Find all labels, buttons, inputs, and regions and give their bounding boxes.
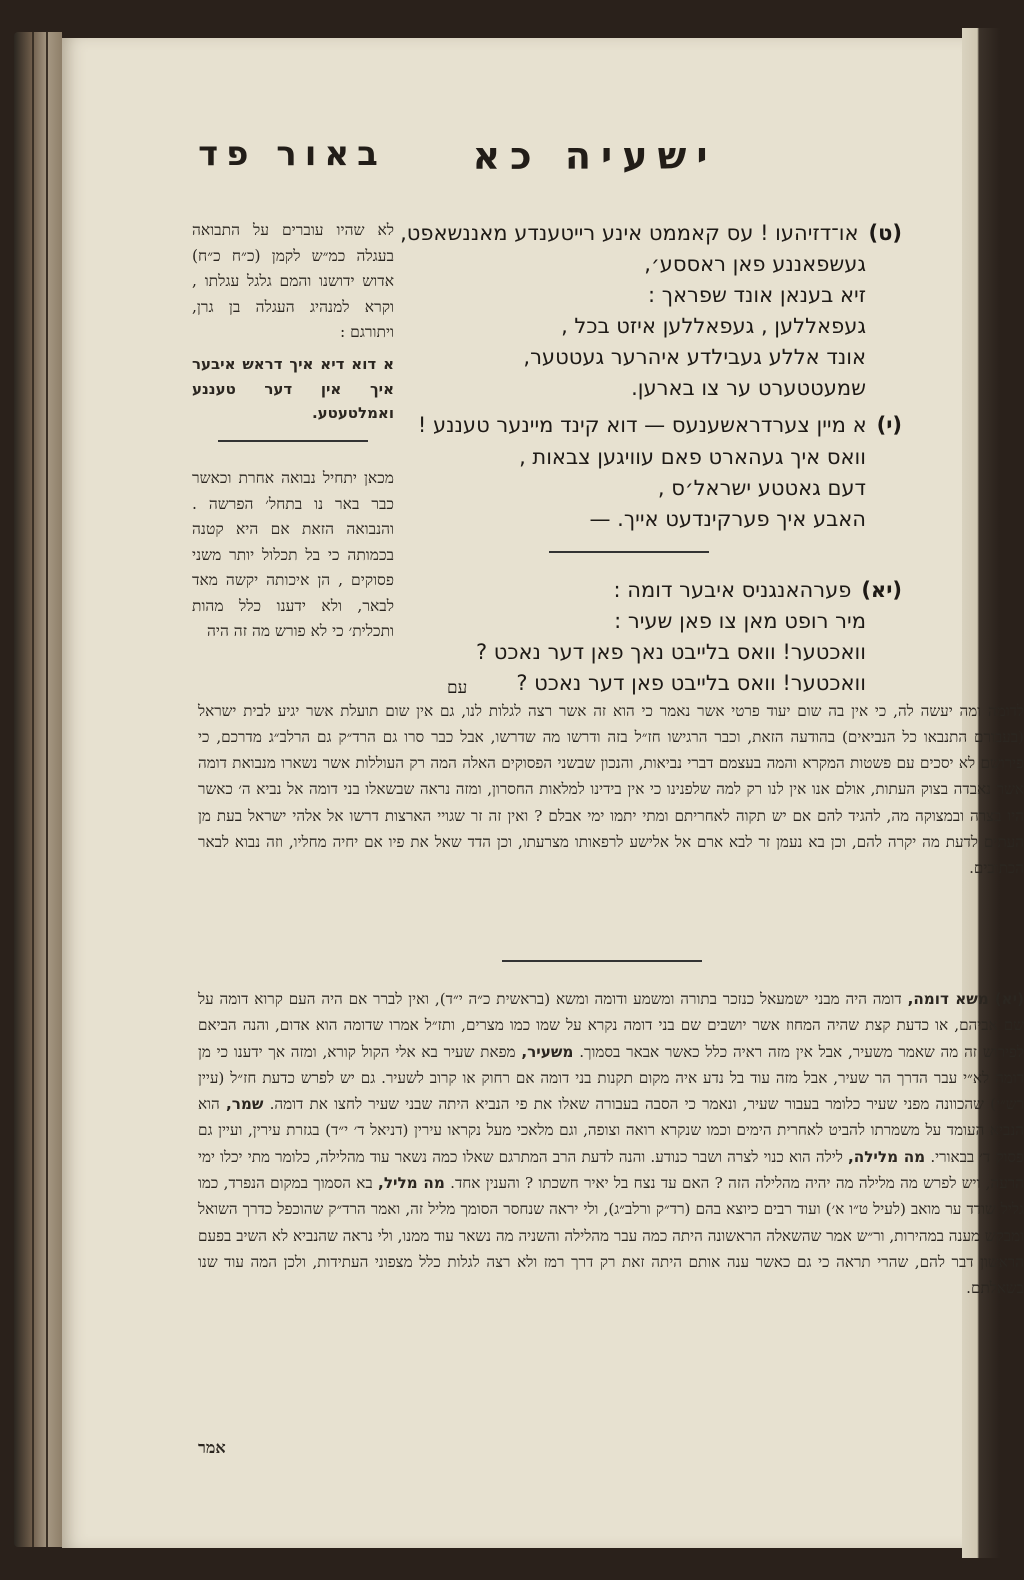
lemma-heading: משעיר,: [521, 1042, 574, 1061]
verse-line: דעם גאטטע ישראל׳ס ,: [657, 475, 866, 500]
side-commentary-block: לא שהיו עוברים על התבואה בעגלה כמ״ש לקמן (כ״ח כ״ח) אדוש ידושנו והמם גלגל עגלתו , וקרא למנהיג העגלה בן גרן, ויתורגם :: [192, 221, 394, 342]
verse-11: [356, 575, 902, 699]
translation-column: [356, 218, 902, 705]
commentary-text: הוא הנביא העומד על משמרתו להביט לאחרית הימים וכמו שנקרא רואה וצופה, וגם מלאכי מעל נקראו עירין (דניאל ד׳ י״ד) בגזרת עירין, ועיין גם פסוק ד׳ בבאורי.: [198, 1095, 1024, 1166]
commentary-text: מפאת שעיר בא אלי הקול קורא, ומזה אך ידענו כי מן דומה לא״י עבר הדרך הר שעיר, אבל מזה עוד בל נדע איה מקום תקנות בני דומה אם רחוק או קרוב לשעיר. גם יש לפרש כדעת חז״ל (עיין רש״י) שהכוונה מפני שעיר כלומר בעבור שעיר, ונאמר כי הסבה בעבורה שאלו את פי הנביא היתה שבני שעיר לחצו את דומה.: [198, 1042, 1024, 1114]
book-binding: [14, 32, 62, 1547]
verse-number: (יא): [861, 577, 902, 602]
verse-10: [356, 410, 902, 534]
verse-number: (י): [876, 413, 902, 438]
commentary-text: בא הסמוך במקום הנפרד, כמו גליל שודד ער מואב (לעיל ט״ו א׳) ועוד רבים כיוצא בהם (רד״ק ורלב״ג), ולי יראה שנחסר הסומך מליל זה, ואמר הרד״ק שהוכפל כדרך השואל ומבקש מענה במהירות, ור״ש אמר שהשאלה הראשונה היתה כמה עבר מהלילה והשניה מה נשאר עוד ממנו, ולי נראה שהנביא לא השיב בפעם הראשון דבר להם, שהרי תראה כי גם כאשר ענה אותם היתה זאת רק דרך רמז ולא רצה לגלות כלל מצפוני העתידות, ולכן המה עוד שנו בשאלתם.: [198, 1174, 1024, 1298]
side-divider: [218, 440, 368, 442]
catchword: עם: [447, 678, 468, 698]
lemma-heading: מה מליל,: [378, 1174, 445, 1193]
page-header-title: ישעיה כא: [472, 134, 718, 178]
lemma-heading: שמר,: [225, 1095, 264, 1114]
verse-line: געפאללען , געפאללען איזט בכל ,: [561, 314, 866, 339]
verse-line: וואכטער! וואס בלייבט נאך פאן דער נאכט ?: [475, 639, 866, 664]
verse-line: או־דזיהעו ! עס קאממט אינע רייטענדע מאננשאפט,: [400, 221, 859, 245]
verse-line: האבע איך פערקינדעט אייך. —: [589, 506, 866, 531]
verse-line: געשפאננע פאן ראססע׳,: [644, 252, 866, 277]
commentary-text: דומה היה מבני ישמעאל כנזכר בתורה ומשמע ודומה ומשא (בראשית כ״ה י״ד), ואין לברר אם היה העם קרוא דומה על שם אביהם, או כדעת קצת שהיה המחוז אשר יושבים שם בני דומה נקרא על שמו כמו מצרים, ותז״ל אמרו שדומה הוא אדום, והנה הביאם לפירוש זה מה שאמר משעיר, אבל אין מזה ראיה כלל כאשר אבאר בסמוך.: [198, 990, 1024, 1061]
verse-line: וואכטער! וואס בלייבט פאן דער נאכט ?: [516, 671, 866, 696]
verse-line: מיר רופט מאן צו פאן שעיר :: [614, 608, 866, 633]
lemma-heading: משא דומה,: [907, 990, 989, 1008]
verse-line: אונד אללע געבילדע איהרער געטטער,: [523, 345, 866, 370]
section-divider: [502, 960, 702, 962]
lemma-heading: מה מלילה,: [848, 1147, 926, 1166]
verse-line: שמעטטערט ער צו בארען.: [631, 376, 866, 401]
side-yiddish-gloss: א דוא דיא איך דראש איבער איך אין דער טעננע ואמלטעטע.: [192, 354, 394, 423]
commentary-side-column: [192, 218, 394, 645]
verse-number: (יא): [994, 990, 1024, 1008]
verse-line: זיא בענאן אונד שפראך :: [647, 283, 866, 308]
footer-catchword: אמר: [198, 1438, 226, 1457]
commentary-paragraph: לדומה ומה יעשה לה, כי אין בה שום יעוד פרטי אשר נאמר כי הוא זה אשר רצה לגלות לנו, גם אין שום תועלת אשר יגיע לבית ישראל (בעבורם התנבאו כל הנביאים) בהודעה הזאת, וכבר הרגישו חז״ל בזה ודרשו מה שדרשו, אבל כבר סרו גם הרד״ק גם הרלב״ג מדרכם, כי פירושם לא יסכים עם פשטות המקרא והמה בעצמם דברי נביאות, והנכון שבשני הפסוקים האלה המה רק העוללות אשר נשארו מנבואת דומה אשר נאבדה בצוק העתות, אולם אנו אין לנו רק למה שלפנינו כי אין בידינו למלאות החסרון, ומזה נראה שבשאלו בני דומה אל נביא ה׳ כאשר היו בצרה ובמצוקה מה, להגיד להם אם יש תקוה לאחריתם ומתי יתמו ימי אבלם ? ואין זה זר שגויי הארצות דרשו אל אלהי ישראל בעת מן העתים לדעת מה יקרה להם, וכן בא נעמן זר לבא ארם אל אלישע לרפאותו מצרעתו, וכן הדד שאל את פיו אם יחיה מחליו, וזה נבוא לבאר הכתובים.: [198, 702, 1024, 877]
verse-line: א מיין צערדראשענעס — דוא קינד מיינער טעננע !: [417, 413, 867, 438]
book-page: [62, 38, 1024, 1548]
verse-number: (ט): [868, 221, 902, 245]
verse-line: וואס איך געהארט פאם עוויגען צבאות ,: [519, 444, 866, 469]
verse-9: [356, 218, 902, 404]
page-header-side-title: באור פד: [198, 134, 386, 174]
section-divider: [549, 551, 709, 553]
side-commentary-block: מכאן יתחיל נבואה אחרת וכאשר כבר באר נו בתחל׳ הפרשה . והנבואה הזאת אם היא קטנה בכמותה כי בל תכלול יותר משני פסוקים , הן איכותה יקשה מאד לבאר, ולא ידענו כלל מהות ותכלית׳ כי לא פורש מה זה היה: [192, 469, 394, 641]
commentary-text: לילה הוא כנוי לצרה ושבר כנודע. והנה לדעת הרב המתרגם שאלו כמה נשאר עוד מהלילה, כלומר מתי יכלו ימי הרעה, ויש לפרש מה מלילה מה יהיה מהלילה הזה ? האם עד נצח בל יאיר חשכתו ? והענין אחד.: [198, 1147, 1024, 1193]
commentary-paragraph: [198, 986, 1024, 1302]
verse-line: פערהאנגניס איבער דומה :: [613, 577, 852, 602]
